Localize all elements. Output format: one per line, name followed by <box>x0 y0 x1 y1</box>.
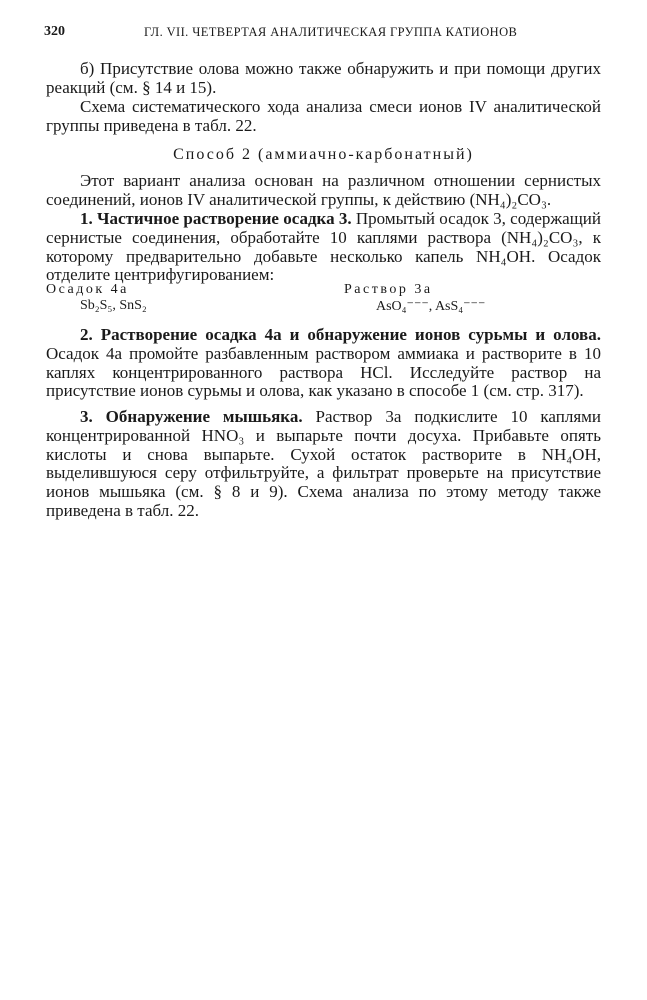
solution-3a-formula: AsO₄⁻⁻⁻, AsS₄⁻⁻⁻ <box>376 299 486 314</box>
solution-3a-label: Раствор 3а <box>344 282 433 297</box>
running-title: ГЛ. VII. ЧЕТВЕРТАЯ АНАЛИТИЧЕСКАЯ ГРУППА КАТИОНОВ <box>144 25 518 39</box>
method-2-title: Способ 2 (аммиачно-карбонатный) <box>173 146 474 163</box>
step-2-text: Осадок 4а промойте разбавленным раствором аммиака и растворите в 10 каплях концентрированного раствора HCl. Исследуйте раствор на присутствие ионов сурьмы и олова, как указано в способе 1 (см. стр. 317). <box>46 343 601 401</box>
step-1-title: 1. Частичное растворение осадка 3. <box>80 209 352 228</box>
method-intro-text: Этот вариант анализа основан на различном отношении сернистых соединений, ионов IV аналитической группы, к действию <box>46 171 601 209</box>
step-3-text: Раствор 3а подкислите 10 каплями концентрированной HNO₃ и выпарьте почти досуха. Прибавьте опять кислоты и снова выпарьте. Сухой остаток растворите в NH₄OH, выделившуюся серу отфильтруйте, а фильтрат проверьте на присутствие ионов мышьяка (см. § 8 и 9). Схема анализа по этому методу также приведена в табл. 22. <box>46 407 601 520</box>
precipitate-4a-formula: Sb₂S₅, SnS₂ <box>80 298 147 313</box>
paragraph-step-1 <box>46 210 601 285</box>
paragraph-step-2 <box>46 326 601 401</box>
paragraph-tin-reactions: б) Присутствие олова можно также обнаружить и при помощи других реакций (см. § 14 и 15). <box>46 59 601 97</box>
step-3-title: 3. Обнаружение мышьяка. <box>80 407 303 426</box>
paragraph-scheme-reference: Схема систематического хода анализа смеси ионов IV аналитической группы приведена в табл. 22. <box>46 97 601 135</box>
page-number: 320 <box>44 24 65 39</box>
step-2-title: 2. Растворение осадка 4а и обнаружение ионов сурьмы и олова. <box>80 325 601 344</box>
ammonium-carbonate-formula: (NH₄)₂CO₃. <box>469 189 552 209</box>
page-header <box>44 24 604 44</box>
paragraph-step-3 <box>46 408 601 521</box>
step-1-text: Промытый осадок 3, содержащий сернистые соединения, обработайте 10 каплями раствора (NH₄)₂CO₃, к которому предварительно добавьте несколько капель NH₄OH. Осадок отделите центрифугированием: <box>46 209 601 285</box>
precipitate-4a-label: Осадок 4а <box>46 282 129 297</box>
paragraph-method-intro <box>46 172 601 210</box>
